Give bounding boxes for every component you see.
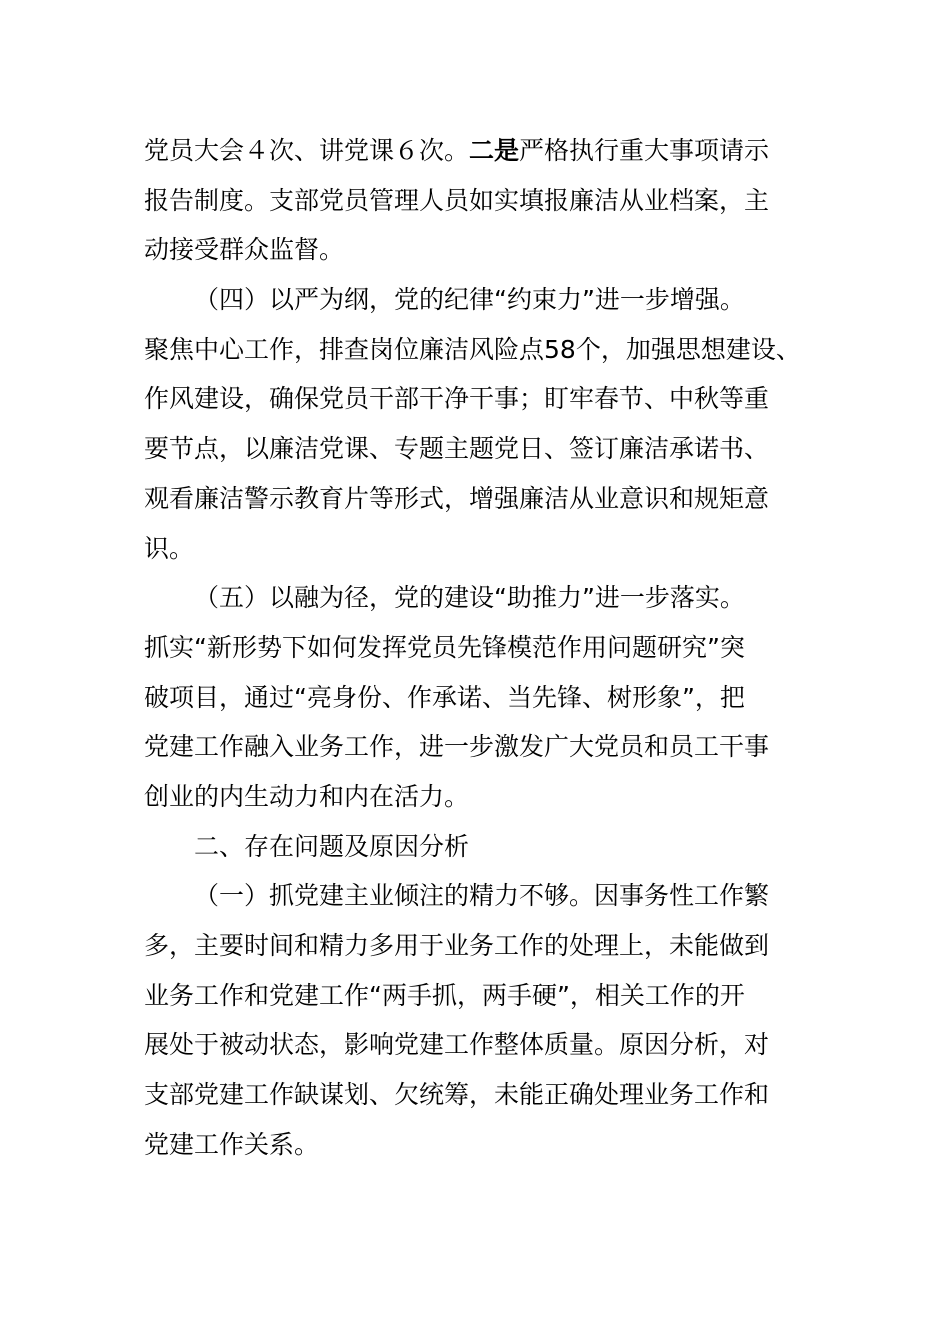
paragraph-1-line-3: 动接受群众监督。 bbox=[144, 235, 345, 265]
section-heading: 二、存在问题及原因分析 bbox=[194, 831, 470, 861]
paragraph-3-line-2: 抓实“新形势下如何发挥党员先锋模范作用问题研究”突 bbox=[144, 632, 745, 662]
paragraph-2-line-5: 观看廉洁警示教育片等形式，增强廉洁从业意识和规矩意 bbox=[144, 483, 770, 513]
paragraph-3-line-1: （五）以融为径，党的建设“助推力”进一步落实。 bbox=[194, 583, 745, 613]
paragraph-2-line-2: 聚焦中心工作，排查岗位廉洁风险点58个，加强思想建设、 bbox=[144, 334, 801, 364]
paragraph-4-line-1: （一）抓党建主业倾注的精力不够。因事务性工作繁 bbox=[194, 881, 770, 911]
paragraph-2-line-3: 作风建设，确保党员干部干净干事；盯牢春节、中秋等重 bbox=[144, 384, 770, 414]
paragraph-1-bold-text: 二是 bbox=[469, 136, 520, 165]
paragraph-3-line-3: 破项目，通过“亮身份、作承诺、当先锋、树形象”，把 bbox=[144, 682, 745, 712]
paragraph-2-line-6: 识。 bbox=[144, 533, 195, 563]
paragraph-3-line-4: 党建工作融入业务工作，进一步激发广大党员和员工干事 bbox=[144, 732, 770, 762]
paragraph-4-line-2: 多，主要时间和精力多用于业务工作的处理上，未能做到 bbox=[144, 931, 770, 960]
paragraph-4-line-6: 党建工作关系。 bbox=[144, 1129, 320, 1159]
paragraph-3-line-5: 创业的内生动力和内在活力。 bbox=[144, 781, 470, 811]
paragraph-2-line-4: 要节点，以廉洁党课、专题主题党日、签订廉洁承诺书、 bbox=[144, 434, 770, 464]
paragraph-1-text: 党员大会４次、讲党课６次。 bbox=[144, 136, 470, 165]
paragraph-4-line-4: 展处于被动状态，影响党建工作整体质量。原因分析，对 bbox=[144, 1030, 770, 1060]
paragraph-4-line-5: 支部党建工作缺谋划、欠统筹，未能正确处理业务工作和 bbox=[144, 1080, 770, 1110]
document-body bbox=[144, 126, 824, 1169]
paragraph-2-line-1: （四）以严为纲，党的纪律“约束力”进一步增强。 bbox=[194, 285, 745, 315]
paragraph-1-text-continued: 严格执行重大事项请示 bbox=[519, 136, 770, 165]
paragraph-1-line-1 bbox=[144, 126, 824, 176]
paragraph-4-line-3: 业务工作和党建工作“两手抓，两手硬”，相关工作的开 bbox=[144, 980, 745, 1010]
paragraph-1-line-2: 报告制度。支部党员管理人员如实填报廉洁从业档案，主 bbox=[144, 185, 770, 215]
